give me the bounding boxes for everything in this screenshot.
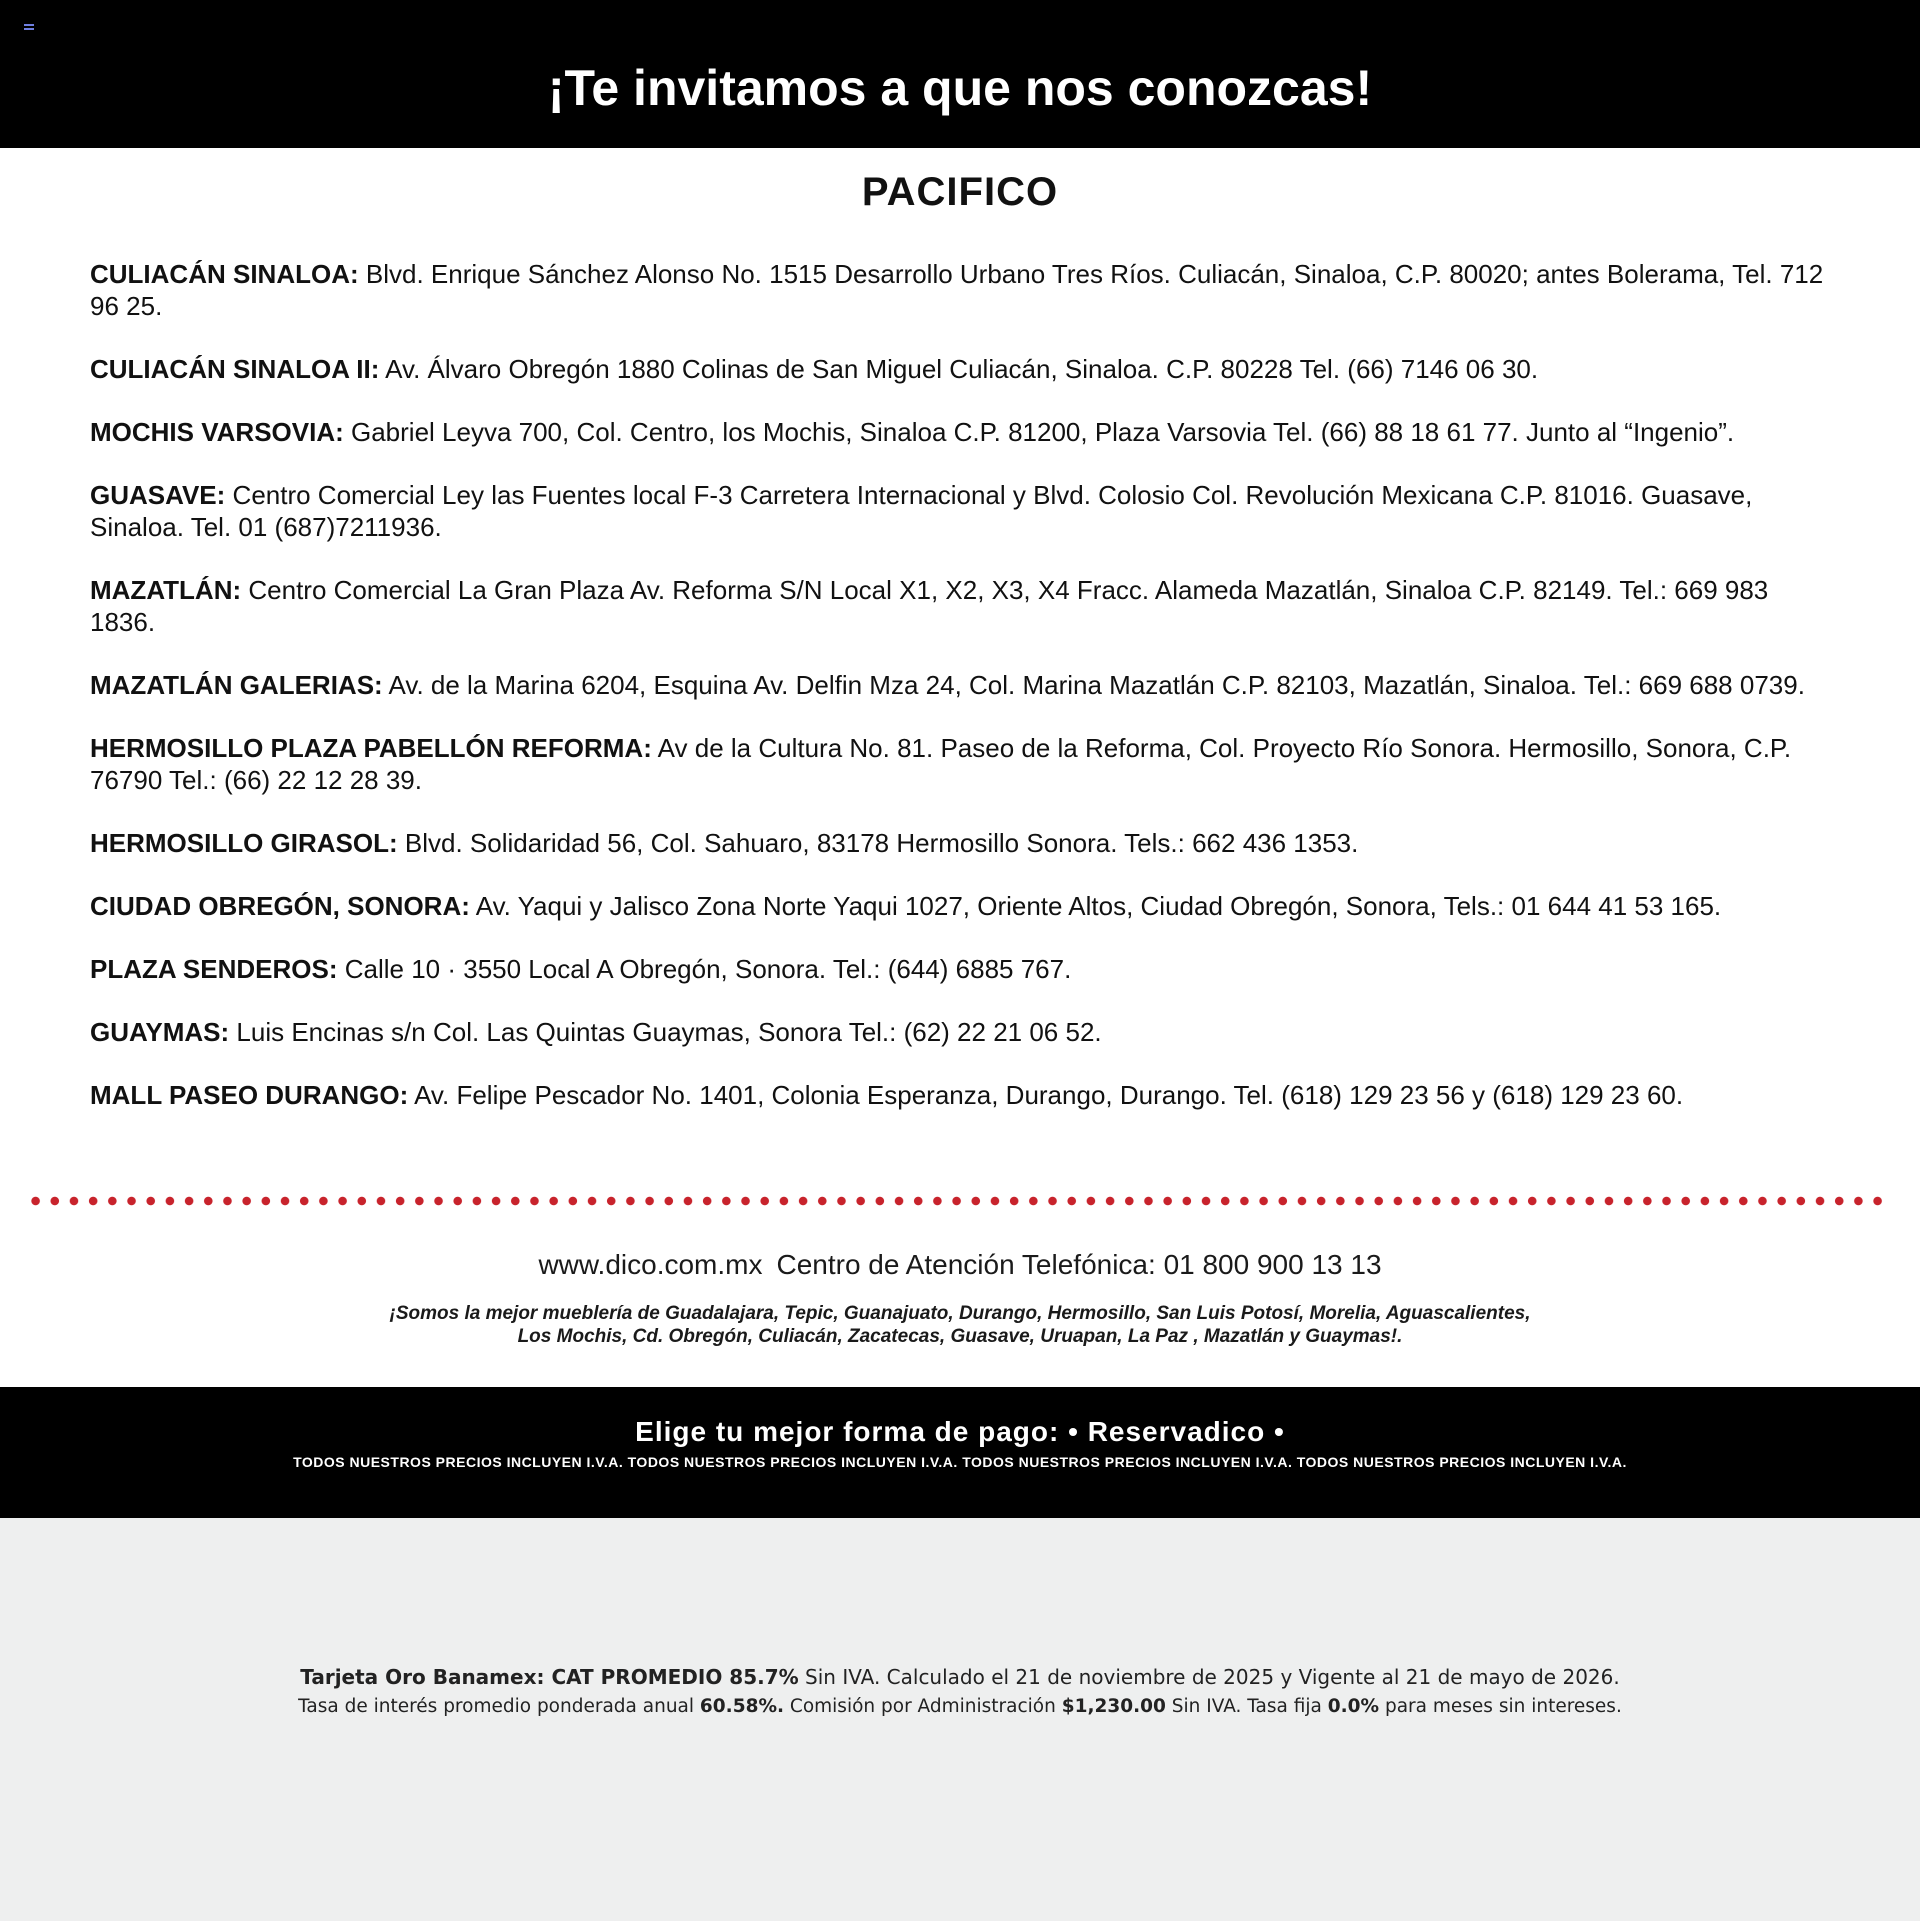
store-name: MAZATLÁN GALERIAS:: [90, 670, 383, 700]
store-entry: [90, 827, 1840, 859]
dotted-divider: [26, 1196, 1888, 1206]
fixed-suffix: para meses sin intereses.: [1384, 1696, 1622, 1717]
store-name: HERMOSILLO GIRASOL:: [90, 828, 398, 858]
store-name: PLAZA SENDEROS:: [90, 954, 338, 984]
website-link[interactable]: www.dico.com.mx: [538, 1249, 763, 1280]
phone-info: Centro de Atención Telefónica: 01 800 900 13 13: [776, 1249, 1382, 1280]
store-entry: [90, 416, 1840, 448]
fixed-rate: 0.0%: [1327, 1696, 1380, 1717]
store-name: GUAYMAS:: [90, 1017, 230, 1047]
region-heading: PACIFICO: [861, 170, 1059, 214]
slogan: [0, 1302, 1920, 1348]
store-address: Gabriel Leyva 700, Col. Centro, los Mochis, Sinaloa C.P. 81200, Plaza Varsovia Tel. (66) 88 18 61 77. Junto al “Ingenio”.: [351, 417, 1735, 447]
store-address: Blvd. Solidaridad 56, Col. Sahuaro, 83178 Hermosillo Sonora. Tels.: 662 436 1353.: [404, 828, 1359, 858]
payment-band: [0, 1387, 1920, 1518]
fee-label: Comisión por Administración: [789, 1696, 1056, 1717]
payment-title: Elige tu mejor forma de pago: • Reservadico •: [635, 1416, 1285, 1447]
fee-value: $1,230.00: [1061, 1696, 1166, 1717]
store-entry: [90, 732, 1840, 796]
store-address: Luis Encinas s/n Col. Las Quintas Guaymas, Sonora Tel.: (62) 22 21 06 52.: [236, 1017, 1102, 1047]
store-name: MAZATLÁN:: [90, 575, 242, 605]
financing-line-2: [0, 1695, 1920, 1719]
slogan-line-2: Los Mochis, Cd. Obregón, Culiacán, Zacatecas, Guasave, Uruapan, La Paz , Mazatlán y Guaymas!.: [517, 1326, 1403, 1347]
store-name: CULIACÁN SINALOA:: [90, 259, 359, 289]
rate-label: Tasa de interés promedio ponderada anual: [298, 1696, 695, 1717]
store-entry: [90, 258, 1840, 322]
store-name: MOCHIS VARSOVIA:: [90, 417, 344, 447]
contact-line: [0, 1248, 1920, 1282]
fee-suffix: Sin IVA. Tasa fija: [1171, 1696, 1322, 1717]
store-address: Centro Comercial La Gran Plaza Av. Reforma S/N Local X1, X2, X3, X4 Fracc. Alameda Mazatlán, Sinaloa C.P. 82149. Tel.: 669 983 1836.: [90, 575, 1769, 637]
store-list: [90, 258, 1840, 1142]
store-address: Av de la Cultura No. 81. Paseo de la Reforma, Col. Proyecto Río Sonora. Hermosillo, Sonora, C.P. 76790 Tel.: (66) 22 12 28 39.: [90, 733, 1792, 795]
store-entry: [90, 353, 1840, 385]
financing-line-1: [0, 1664, 1920, 1690]
store-address: Av. Felipe Pescador No. 1401, Colonia Esperanza, Durango, Durango. Tel. (618) 129 23 56 y (618) 129 23 60.: [414, 1080, 1684, 1110]
menu-icon[interactable]: [24, 24, 34, 31]
card-cat: Tarjeta Oro Banamex: CAT PROMEDIO 85.7%: [300, 1665, 799, 1689]
store-address: Av. Yaqui y Jalisco Zona Norte Yaqui 1027, Oriente Altos, Ciudad Obregón, Sonora, Tels.: 01 644 41 53 165.: [475, 891, 1722, 921]
store-address: Av. de la Marina 6204, Esquina Av. Delfin Mza 24, Col. Marina Mazatlán C.P. 82103, Mazatlán, Sinaloa. Tel.: 669 688 0739.: [388, 670, 1805, 700]
store-entry: [90, 1016, 1840, 1048]
store-name: GUASAVE:: [90, 480, 226, 510]
cat-note: Sin IVA. Calculado el 21 de noviembre de 2025 y Vigente al 21 de mayo de 2026.: [805, 1665, 1620, 1689]
store-address: Centro Comercial Ley las Fuentes local F-3 Carretera Internacional y Blvd. Colosio Col. Revolución Mexicana C.P. 81016. Guasave, Sinaloa. Tel. 01 (687)7211936.: [90, 480, 1753, 542]
store-entry: [90, 669, 1840, 701]
store-name: HERMOSILLO PLAZA PABELLÓN REFORMA:: [90, 733, 652, 763]
store-entry: [90, 953, 1840, 985]
rate-value: 60.58%.: [699, 1696, 785, 1717]
store-entry: [90, 1079, 1840, 1111]
page-title: ¡Te invitamos a que nos conozcas!: [547, 60, 1373, 116]
iva-notice: TODOS NUESTROS PRECIOS INCLUYEN I.V.A. TODOS NUESTROS PRECIOS INCLUYEN I.V.A. TODOS NUESTROS PRECIOS INCLUYEN I.V.A. TODOS NUESTROS PRECIOS INCLUYEN I.V.A.: [293, 1454, 1627, 1470]
store-address: Blvd. Enrique Sánchez Alonso No. 1515 Desarrollo Urbano Tres Ríos. Culiacán, Sinaloa, C.P. 80020; antes Bolerama, Tel. 712 96 25.: [90, 259, 1824, 321]
store-name: CULIACÁN SINALOA II:: [90, 354, 380, 384]
store-entry: [90, 574, 1840, 638]
financing-footer: [0, 1518, 1920, 1921]
store-name: CIUDAD OBREGÓN, SONORA:: [90, 891, 470, 921]
store-address: Calle 10 · 3550 Local A Obregón, Sonora. Tel.: (644) 6885 767.: [344, 954, 1072, 984]
store-entry: [90, 479, 1840, 543]
header-band: [0, 0, 1920, 148]
slogan-line-1: ¡Somos la mejor mueblería de Guadalajara, Tepic, Guanajuato, Durango, Hermosillo, San Luis Potosí, Morelia, Aguascalientes,: [389, 1303, 1531, 1324]
store-name: MALL PASEO DURANGO:: [90, 1080, 409, 1110]
store-entry: [90, 890, 1840, 922]
store-address: Av. Álvaro Obregón 1880 Colinas de San Miguel Culiacán, Sinaloa. C.P. 80228 Tel. (66) 7146 06 30.: [385, 354, 1539, 384]
